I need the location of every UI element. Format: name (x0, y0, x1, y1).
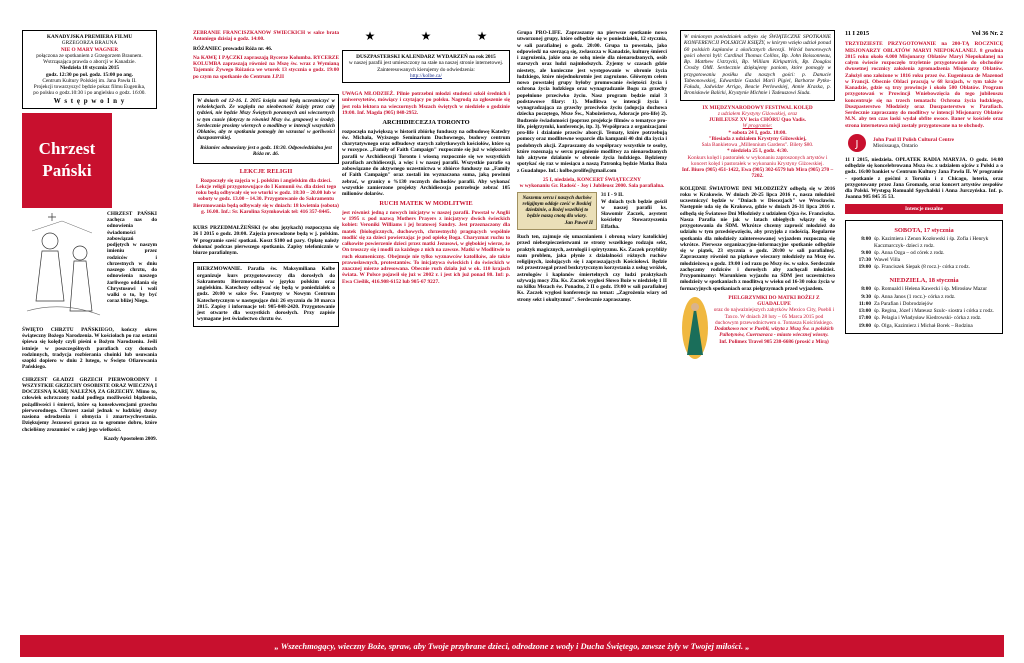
festiwal-title: IX MIĘDZYNARODOWY FESTIWAL KOLĘD (702, 104, 813, 111)
mass-intention-row (849, 257, 999, 263)
zebranie-text: ZEBRANIE FRANCISZKANÓW ŚWIECKICH w salce brata Antoniego dzisiaj o godz. 14:00. (193, 30, 339, 43)
mass-intention-row (849, 308, 999, 314)
mass-intention-row (849, 286, 999, 292)
column-4 (517, 30, 667, 627)
mass-intention-row (849, 315, 999, 321)
pielgrzymka-text: oraz do najważniejszych zabytków Mexico City, Puebli i Taxco. W dniach 28 luty – 05 Marca 2015 pod duchowym przewodnictwem o. Tomasza Kościńskiego. (713, 307, 835, 326)
kalendarz-text: w naszej parafii jest umieszczony na stałe na naszej stronie internetowej. Zainteresowanych kierujemy do odwiedzenia: (348, 60, 504, 73)
sobota-title: SOBOTA, 17 stycznia (894, 226, 954, 234)
mass-intention-row (849, 250, 999, 256)
jubileusz-title: JUBILEUSZ XV lecia CHÓRU Quo Vadis. (708, 117, 807, 123)
column-5 (680, 30, 835, 627)
intencje-box (845, 220, 1003, 334)
rekolekcje-box (193, 94, 339, 164)
kawe-text: Na KAWĘ I PĄCZKI zapraszają Rycerze Kolumba. RYCERZE KOLUMBA zapraszają również na Mszę św. wraz z Wymianą Tajemnic Żywego Różańca we wtorek 13 stycznia o godz. 19:00 po czym na spotkanie do Centrum J.P.II (193, 54, 339, 80)
column-2 (193, 30, 339, 627)
film-times: godz. 12:30 po pol. godz. 15:00 po ang. (46, 71, 133, 78)
bierzmowanie-box (193, 262, 339, 326)
spowiedz-text: W dniach tych będzie gościł w naszej parafii ks. Sławomir Zaczek, asystent kościelny Stowarzyszenia Effatha. (601, 198, 667, 230)
baptism-illustration-icon (22, 211, 104, 321)
ruch-title: RUCH MATEK W MODLITWIE (379, 200, 473, 208)
film-line10: po polsku o godz.10:30 i po angielsku o godz. 16:00. (33, 90, 146, 97)
film-free-entry: W s t ę p w o l n y (53, 96, 126, 105)
mass-intention: Za Parafian i Dobrodziejów (874, 300, 933, 307)
festiwal-sub: z udziałem Krystyny Giżowskiej, oraz (717, 110, 798, 117)
centre-logo-icon (845, 133, 869, 153)
wprogramie-label: W programie: (742, 123, 773, 130)
film-director: GRZEGORZA BRAUNA (61, 40, 118, 47)
star-icon: ★ (420, 30, 432, 43)
film-line9: Projekcji towarzyszyć będzie pokaz filmu Eugenika, (33, 84, 146, 90)
mass-intention: śp. Anna Ozga – od córek z rodz. (874, 249, 945, 256)
prog2: "Biesiada z udziałem Krystyny Giżowskiej, (708, 135, 807, 142)
star-icon: ★ (476, 30, 488, 43)
issue-volume: Vol 36 Nr. 2 (971, 30, 1003, 37)
kalendarz-box (342, 50, 510, 83)
chrzest-gladzi-author: Kazdy Apostołem 2009. (103, 435, 157, 442)
mass-intention: śp. Kazimiera i Zenon Kozłowski i śp. Zofia i Henryk Kaczmarczyk- dzieci z rodz. (874, 236, 989, 249)
mass-intention: śp. Olga, Kazimierz i Michał Borek – Rodzina (874, 322, 973, 329)
mass-time: 11:00 (858, 300, 871, 307)
column-1 (22, 30, 157, 627)
lekcje-text: Rozpoczęły się zajęcia w j. polskim i angielskim dla dzieci. Lekcje religii przygotowujące do I Komunii św. dla dzieci tego roku będą odbywały się we wtorki w godz. 18:30 – 20.00 lub w soboty w godz. 13.00 – 14.30. Przygotowanie do Sakramentu Bierzmowania będą odbywały się w dniach: 18 kwietnia (sobota) g. 16.00. Inf.: Sr. Karolina Szymkowiak tel: 416 357-8445. (193, 177, 339, 215)
festiwal-block (680, 105, 835, 180)
film-premiere-title: KANADYJSKA PREMIERA FILMU (46, 34, 133, 40)
prog5: Konkurs kolęd i pastorałek w wykonaniu zaproszonych artystów i koncert kolęd i pastorałek w wykonaniu Krystyny Giżowskiej. (687, 154, 828, 167)
uwaga-text: UWAGA MŁODZIEŻ. Pilnie potrzebni młodzi studenci szkół średnich i uniwersytetów, mówiący i czytający po polsku. Nagrodą za zgłoszenie się jest rola lektora na wieczornych Mszach świętych w niedziele o godzinie 19:00. Inf. Magda (905) 848-2952. (342, 91, 510, 116)
star-icon: ★ (364, 30, 376, 43)
issue-header (845, 30, 1003, 37)
archidiecezja-title: ARCHIDIECEZJA TORONTO (382, 119, 470, 126)
oplatek-text: 11 I 2015, niedziela. OPŁATEK RADIA MARYJA. O godz. 14:00 odbędzie się koncelebrowana Msza św. z udziałem ojców z Polski a o godz. 16:00 bankiet w Centrum Kultury Jana Pawła II. W programie - spotkanie z gośćmi z Toruńia i z Chicago, loteria, oraz przygotowany przez Jana Gromadę, oraz koncert artystów zespołów dla Polski. Występą Romuald Spychalski i Anna Jurczyńska. Inf. p. Joanna 905 845 35 53. (845, 156, 1003, 201)
rozaniec-info: Różaniec odmawiany jest o godz. 18:30. Odpowiedzialna jest Róża nr. 46. (200, 144, 332, 157)
footer-banner (20, 635, 1004, 657)
film-name: NIE O MARY WAGNER (60, 46, 119, 53)
column-3 (342, 30, 510, 627)
chrzest-text: CHRZEST PAŃSKI zachęca nas do odnowienia świadomości zobowiązań podjętych w naszym imieniu przez rodziców i chrzestnych w dniu naszego chrztu, do odnowienia naszego żarliwego oddania się Chrystusowi i woli walki o to, by być coraz bliżej Niego. (107, 210, 157, 305)
pielgrzymka-block (713, 295, 835, 361)
mass-time: 19:00 (858, 322, 871, 329)
centre-city: Mississauga, Ontario (873, 142, 918, 149)
mass-intention: śp. Anna Janos (1 rocz.)- córka z rodz. (874, 293, 956, 300)
mass-intention-row (849, 236, 999, 249)
rekolekcje-text: W dniach od 12-16. I. 2015 księża nasi będą uczestniczyć w rekolekcjach. Ze względu na nieobecność księży przez cały tydzień, nie będzie Mszy Świętych porannych ani wieczornych w tym czasie (dotyczy to również Mszy św. grupowej w środę). Serdecznie prosimy wiernych o modlitwy w intencji wszystkich Oblatów, aby te spotkania pomogły im wzrastać w gorliwości duszpasterskiej. (197, 97, 335, 142)
mass-intention-row (849, 301, 999, 307)
pielgrzymka-extra: Dodatkowo noc w Puebli, wizyta z Mszą Św. u polskich Pallotynów, Cuernavaca - miasto wiecznej wiosny. (714, 326, 834, 339)
footer-banner-text: „ Wszechmogący, wieczny Boże, spraw, aby Twoje przybrane dzieci, odrodzone z wody i Ducha Świętego, zawsze żyły w Twojej miłości. „ (274, 640, 750, 651)
niedziela-list (849, 286, 999, 329)
mass-time: 19:00 (858, 264, 871, 271)
sobota-list (849, 236, 999, 270)
bierzmowanie-text: BIERZMOWANIE. Parafia św. Maksymiliana Kolbe organizuje kurs przygotowawczy dla dorosłych do Sakramentu Bierzmowania w języku polskim oraz angielskim. Katechezy odbywać się będą w poniedziałek o godz. 20:00 w salce Św. Faustyny w Nowym Centrum Katechetycznym w następujące dni: 26 stycznia do 30 marca 2015. Zapisy i informacje tel: 905-848-2420. Przygotowanie jest otwarte dla wszystkich dorosłych. Przy zapisie wymagane jest świadectwo chrztu św. (197, 266, 335, 323)
grupa-prolife-text: Grupa PRO-LIFE. Zapraszamy na pierwsze spotkanie nowo utworzonej grupy, które odbędzie się w poniedziałek, 12 stycznia, w sali parafialnej o godz. 20:00. Grupa ta powstała, jako odpowiedź na szerzącą się, zwłaszcza w Kanadzie, kulturę śmierci i zagrożenia, jakie ona ze sobą niesie dla nienarodzonych, osób starszych oraz ludzi najmłodszych. Żyjemy w czasach gdzie niestety, ale konieczne jest występowanie w obronie życia ludzkiego, które niejednokrotnie jest zagrożone. Głównym celem nowo powstałej grupy byłoby promowanie świętości życia i ochrona życia ludzkiego oraz wynagradzanie Bogu za grzechy popełnione przeciwko życiu. Nasz program będzie miał 3 podstawowe filary: 1). Modlitwa w intencji życia i wynagradzająca za grzechy przeciwko życiu (adopcja duchowa dziecka poczętego, Msze Św., Nabożeństwa, Adoracje pro-life) 2). Budzenie świadomości (poprzez projekcje filmów o tematyce pro-life, pielgrzymki, konferencje, itp. 3). Współpraca z organizacjami pro-life i działanie przeciw aborcji. Tematy, które potrzebują pomocy oraz modlitewne wsparcie dla kampanii 40 dni dla życia i podobnych akcji. Zapraszamy do współpracy wszystkie te osoby, które rozeznają w sercu pragnienie modlitwy za nienarodzonych lub aktywne działanie w obronie życia ludzkiego. Będziemy spotykać się raz w miesiącu a naszą Patronką będzie Matka Boża z Guadalupe. Inf.: kolbe.prolife@gmail.com (517, 30, 667, 174)
rozaniec-text: RÓŻANIEC prowadzi Róża nr. 46. (193, 45, 273, 52)
mass-time: 9:30 (861, 293, 871, 300)
pielgrzymka-inf: Inf. Polimex Travel 905 238-6686 (prosić z Mirą) (719, 338, 829, 345)
ruch-text: jest również jedną z nowych inicjatyw w naszej parafii. Powstał w Anglii w 1995 r. pod nazwą Mothers Prayers z inicjatywy dwóch świeckich kobiet: Veroniki Williams i jej bratowej Sandry. Jest przeznaczony dla matek (biologicznych, duchowych, chrzestnych) pragnących wspólnie modlić się za dzieci powierzając je pod opiekę Boga. Charyzmat ruchu to całkowite powierzenie dzieci przez matki Jezusowi, w głębokiej wierze, że On troszczy się i modli za każdego z nich na zawsze. Matki w Modlitwie to ruch ekumeniczny. Obejmuje nie tylko wyznawców katolików, ale także prawosławnych, protestantów. To inicjatywa świeckich i do świeckich w znacznej mierze adresowana. Obecnie ruch działa już w ok. 110 krajach świata. W Polsce pojawił się już w 2002 r. i jest ich już ponad 80. Inf: p. Ewa Cieślik, 416.908-6152 lub 905-67 9227. (342, 209, 510, 285)
intencje-title: Intencje mszalne (845, 204, 1003, 214)
film-venue: Centrum Kultury Polskiej im. Jana Pawła II. (42, 77, 137, 84)
stars-row (342, 30, 510, 42)
niedziela-title: NIEDZIELA, 18 stycznia (889, 276, 959, 284)
mass-intention: śp. Regina, Józef i Mateusz Szulc- siostra i córka z rodz. (874, 308, 994, 315)
koncert-text: w wykonaniu Gr. Radość - Joy i Jubileusz 2000. Sala parafialna. (519, 183, 665, 189)
mass-time: 17:00 (858, 315, 871, 322)
jp2-plaque (517, 192, 597, 230)
mass-intention-row (849, 264, 999, 270)
prog1: * sobota 24 I, godz. 18:00. (728, 129, 787, 136)
spowiedz-date: 31 I - 9 II. (601, 192, 624, 199)
kalendarz-link[interactable]: http://kolbe.ca/ (410, 72, 442, 79)
konferencja-text: W minionym poniedziałek odbyło się ŚWIĄTECZNE SPOTKANIE KONFERENCJI POLSKICH KSIĘŻY, w którym wzięło udział ponad 60 polskich kapłanów z okolicznych diecezji. Wśród honorowych gości obecni byli: Cardinal Thomas Collins, Bp. John Boissonneau, Bp. Matthew Ustrzycki, Bp. William Kirkpatrick, Bp. Douglas Crosby OMI. Serdecznie dziękujemy paniom, które pomogły w przygotowaniu posiłku dla naszych gości: p. Danucie Tabeonowskiej, Edwardzie Gazdai Marii Pigiel, Barbarze Pytko-Fałuda, Jadwidze Arrigo, Beacie Perlowskiej, Annie Kraska, p. Bronisławie Balicki, Krystynie Michnie i Tadeuszowi Siuda. (684, 34, 831, 97)
prog4: * niedziela 25 I, godz. 4:30. (727, 148, 788, 155)
swieto-text: ŚWIĘTO CHRZTU PAŃSKIEGO, kończy okres świąteczny Bożego Narodzenia. W kościołach po raz ostatni śpiewa się kolędy czyli pieśni o Bożym Narodzeniu. Jeśli istnieje w poszczególnych parafiach czy domach rodzinnych, tradycja rozbierania choinki lub usuwania szopki dopiero w dniu 2 lutego, w Święto Ofiarowania Pańskiego. (22, 326, 157, 371)
film-date: Niedziela 18 stycznia 2015 (60, 65, 119, 72)
mass-intention-row (849, 294, 999, 300)
mass-time: 17:30 (858, 257, 871, 264)
guadalupe-icon (680, 295, 710, 361)
spowiedz-block (601, 192, 667, 230)
sdm-text: KOLĘDNE ŚWIATOWE DNI MŁODZIEŻY odbędą się w 2016 roku w Krakowie. W dniach 20-25 lipca 2016 r., nasza młodzież uczestniczyć będzie w "Dniach w Diecezjach" we Wrocławiu. Następnie uda się do Krakowa, gdzie w dniach 26-31 lipca 2016 r. odbędą się Światowe Dni Młodzieży z udziałem Ojca św. Franciszka. Nasza Parafia nie jak w latach ubiegłych włączy się w przygotowania do ŚDM. Wkrótce chcemy zaprosić młodzież do udziału w tym przedsięwzięciu, aby przyjęła z radością. Regularne spotkania dla młodzieży zainteresowanej wyjazdem rozpoczną się wkrótce. Pierwsze organizacyjno-informacyjne spotkanie odbędzie się w piątek, 23 stycznia o godz. 20:00 w sali parafialnej. Zapraszamy również na piątkowe wieczory młodzieży na Mszę św. młodzieżową o godz. 19:00 i od razu po Mszy św. w salce. Serdecznie zachęcamy rodziców i dorosłych aby zachęcali młodzież. Przypominamy: Warunkiem wyjazdu na ŚDM jest uczestnictwo młodzieży w spotkaniach z modlitwą w wieku od 16-30 roku życia w formacyjnych spotkaniach oraz pielgrzymach przed wyjazdem. (680, 185, 835, 292)
mass-intention: śp. Franciszek Siepak (8 rocz.)- córka z rodz. (874, 264, 970, 271)
ruch-sekty-text: Ruch ten, zajmuje się umacnianiem i obroną wiary katolickiej przed niebezpieczeństwami ze strony wszelkiego rodzaju sekt, praktyk magicznych, astrologii i spirytyzmu. Ks. Zaczek przybliży nam problem, jaka płynie z działalności różnych ruchów religijnych, izolujących się i zapraszających Kościołowi. Będzie też przestrzegał przed bezkrytycznym korzystania z usług wróżek, astrologów i kapłanów śmiertelnych czy ludzi praktykach używają mocy Zła. Ks. Zaczek wygłosi Słowo Boże w niedzielę 1 II na kilku Mszach św. Ponadto, 2 II o godz. 19:00 w sali parafialnej Ks. Zaczek wygłosi konferencje na temat: „Zagrożenia wiary od strony sekt i okultyzmu!". Serdecznie zapraszamy. (517, 234, 667, 303)
trzydziesta-text: 8 grudnia 2015 roku około 4.000 Misjonarzy Oblatów Maryi Niepokalanej na całym świecie rozpoczęło trzyletnie przygotowanie do obchodów dwusetnej rocznicy założenia zgromadzenia Misjonarzy Oblatów. Założył ono założone w 1816 roku przez św. Eugeniusza de Mazenod w Francji. Obecnie Oblaci pracują w 68 krajach, w tym także w Kanadzie, gdzie są trzy prowincje i około 500 Oblatów. Program przygotowań w Prowincji Wniebowzięcia do tego jubileuszu koncentruje się na trzech tematach: Ochrona życia ludzkiego, Duszpasterstwo Młodzieży oraz Duszpasterstwo w Parafiach. Serdecznie zapraszamy do modlitwy w intencji Misjonarzy Oblatów M.N. aby ten czas łaski wydał obfite owoce. Baner w kościele oraz strona internetowa misji zostały przygotowane na te obchody. (845, 47, 1003, 129)
mass-intention-row (849, 323, 999, 329)
pielgrzymka-title: PIELGRZYMKI DO MATKI BOŻEJ Z GUADALUPE (728, 294, 820, 307)
koncert-title: 25 I, niedziela, KONCERT ŚWIĄTECZNY (542, 176, 641, 183)
mass-intention: śp. Romuald i Helena Kawecki i śp. Mirosław Mazur (874, 286, 987, 293)
jp2-plaque-author: Jan Paweł II (564, 219, 593, 226)
mass-time: 13:00 (858, 308, 871, 315)
trzydziesta-block (845, 41, 1003, 129)
mass-intention: Wawel Villa (874, 257, 901, 264)
column-6 (845, 30, 1003, 627)
lekcje-title: LEKCJE RELIGII (239, 168, 293, 175)
trzydziesta-title: TRZYDZIESTE PRZYGOTOWANIE na 200-TĄ ROCZNICĘ MISJONARZY OBLATÓW MARYI NIEPOKALANEJ. (845, 41, 1003, 54)
kurs-text: KURS PRZEDMAŁŻEŃSKI (w obu językach) rozpoczyna się 26 I 2015 o godz. 20:00. Zajęcia prowadzone będą w j. polskim. W programie sześć spotkań. Koszt $100 od pary. Opłatę należy dokonać podczas pierwszego spotkania. Zapisy telefonicznie w biurze parafialnym. (193, 225, 339, 257)
chrzest-gladzi-text: CHRZEST GŁADZI GRZECH PIERWORODNY I WSZYSTKIE GRZECHY OSOBISTE ORAZ WIECZNĄ I DOCZESNĄ KARĘ NALEŻNĄ ZA GRZECHY. Mimo to, człowiek ochrzczony nadal podlega możliwości błądzenia, pożądliwości i śmierci, które są konsekwencjami grzechu pierworodnego. Chrzest zasiał jednak w ludzkiej duszy nasiona odrodzenia i obmycia i zmartwychwstania. Dziękujemy Jezusowi goraco za to ogromne dobro, które chcieliśmy zrozumieć w całej jego wielkości. (22, 376, 157, 433)
film-line4: połączona ze spotkaniem z Grzegorzem Braunem. (36, 52, 143, 59)
mass-time: 8:00 (861, 286, 871, 293)
svg-text:J: J (855, 138, 859, 150)
film-line5: Wstrząsająca prawda o aborcji w Kanadzie. (43, 59, 136, 65)
issue-date: 11 I 2015 (845, 30, 870, 37)
kalendarz-title: DUSZPASTERSKI KALENDARZ WYDARZEŃ na rok 2015 (356, 54, 496, 60)
mass-time: 9:00 (861, 249, 871, 256)
centre-name: John Paul II Polish Cultural Centre (873, 136, 954, 143)
mass-time: 8:00 (861, 236, 871, 243)
film-premiere-box (22, 30, 157, 109)
centre-logo (845, 133, 1003, 153)
archidiecezja-text: rozpoczęła największą w historii zbiórkę funduszy na odbudowę Katedry św. Michała, Wyższego Seminarium Duchownego, budowy centrum charytatywnego oraz odbudowy starych zabytkowych kościołów, które są w rozsypce. „Family of Faith Campaign" rozpocznie się już w większości parafii w Archidiecezji Toronto i wiosną rozpocznie się we wszystkich parafiach archidiecezji, a więc i w naszej parafii. Wszystkie parafie są zobowiązane do aktywnego uczestnictwa w zbiórce funduszy na „Family of Faith Campaign" oraz zostali im wyznaczona suma, jaką powinni zebrać, w granicy o %130 rocznych dochodów parafii. Aby wykonać wszystkie zamierzone projekty Archidiecezja potrzebuje zebrać 105 milionów dolarów. (342, 128, 510, 198)
prog3: Sala Bankietowa „Millennium Gardens". Bilety $80. (701, 142, 814, 148)
chrzest-title: Chrzest Pański (38, 139, 96, 181)
prog6: Inf. Biuro (905) 451-1422, Ewa (905) 302-6579 lub Mira (905) 270 – 7202. (681, 167, 834, 180)
konferencja-box (680, 30, 835, 101)
jp2-plaque-text: Naszemu sercu i naszych duchów religijnym oddaje cześć w Boskiej dziedzinie, a Bożej wszelkiej to będzie naszą cnotą dla wiary. (522, 196, 592, 219)
mass-intention: śp. Pelagia i Władysław Kiedrowski- córka z rodz. (874, 315, 982, 322)
chrzest-title-box (22, 113, 112, 208)
